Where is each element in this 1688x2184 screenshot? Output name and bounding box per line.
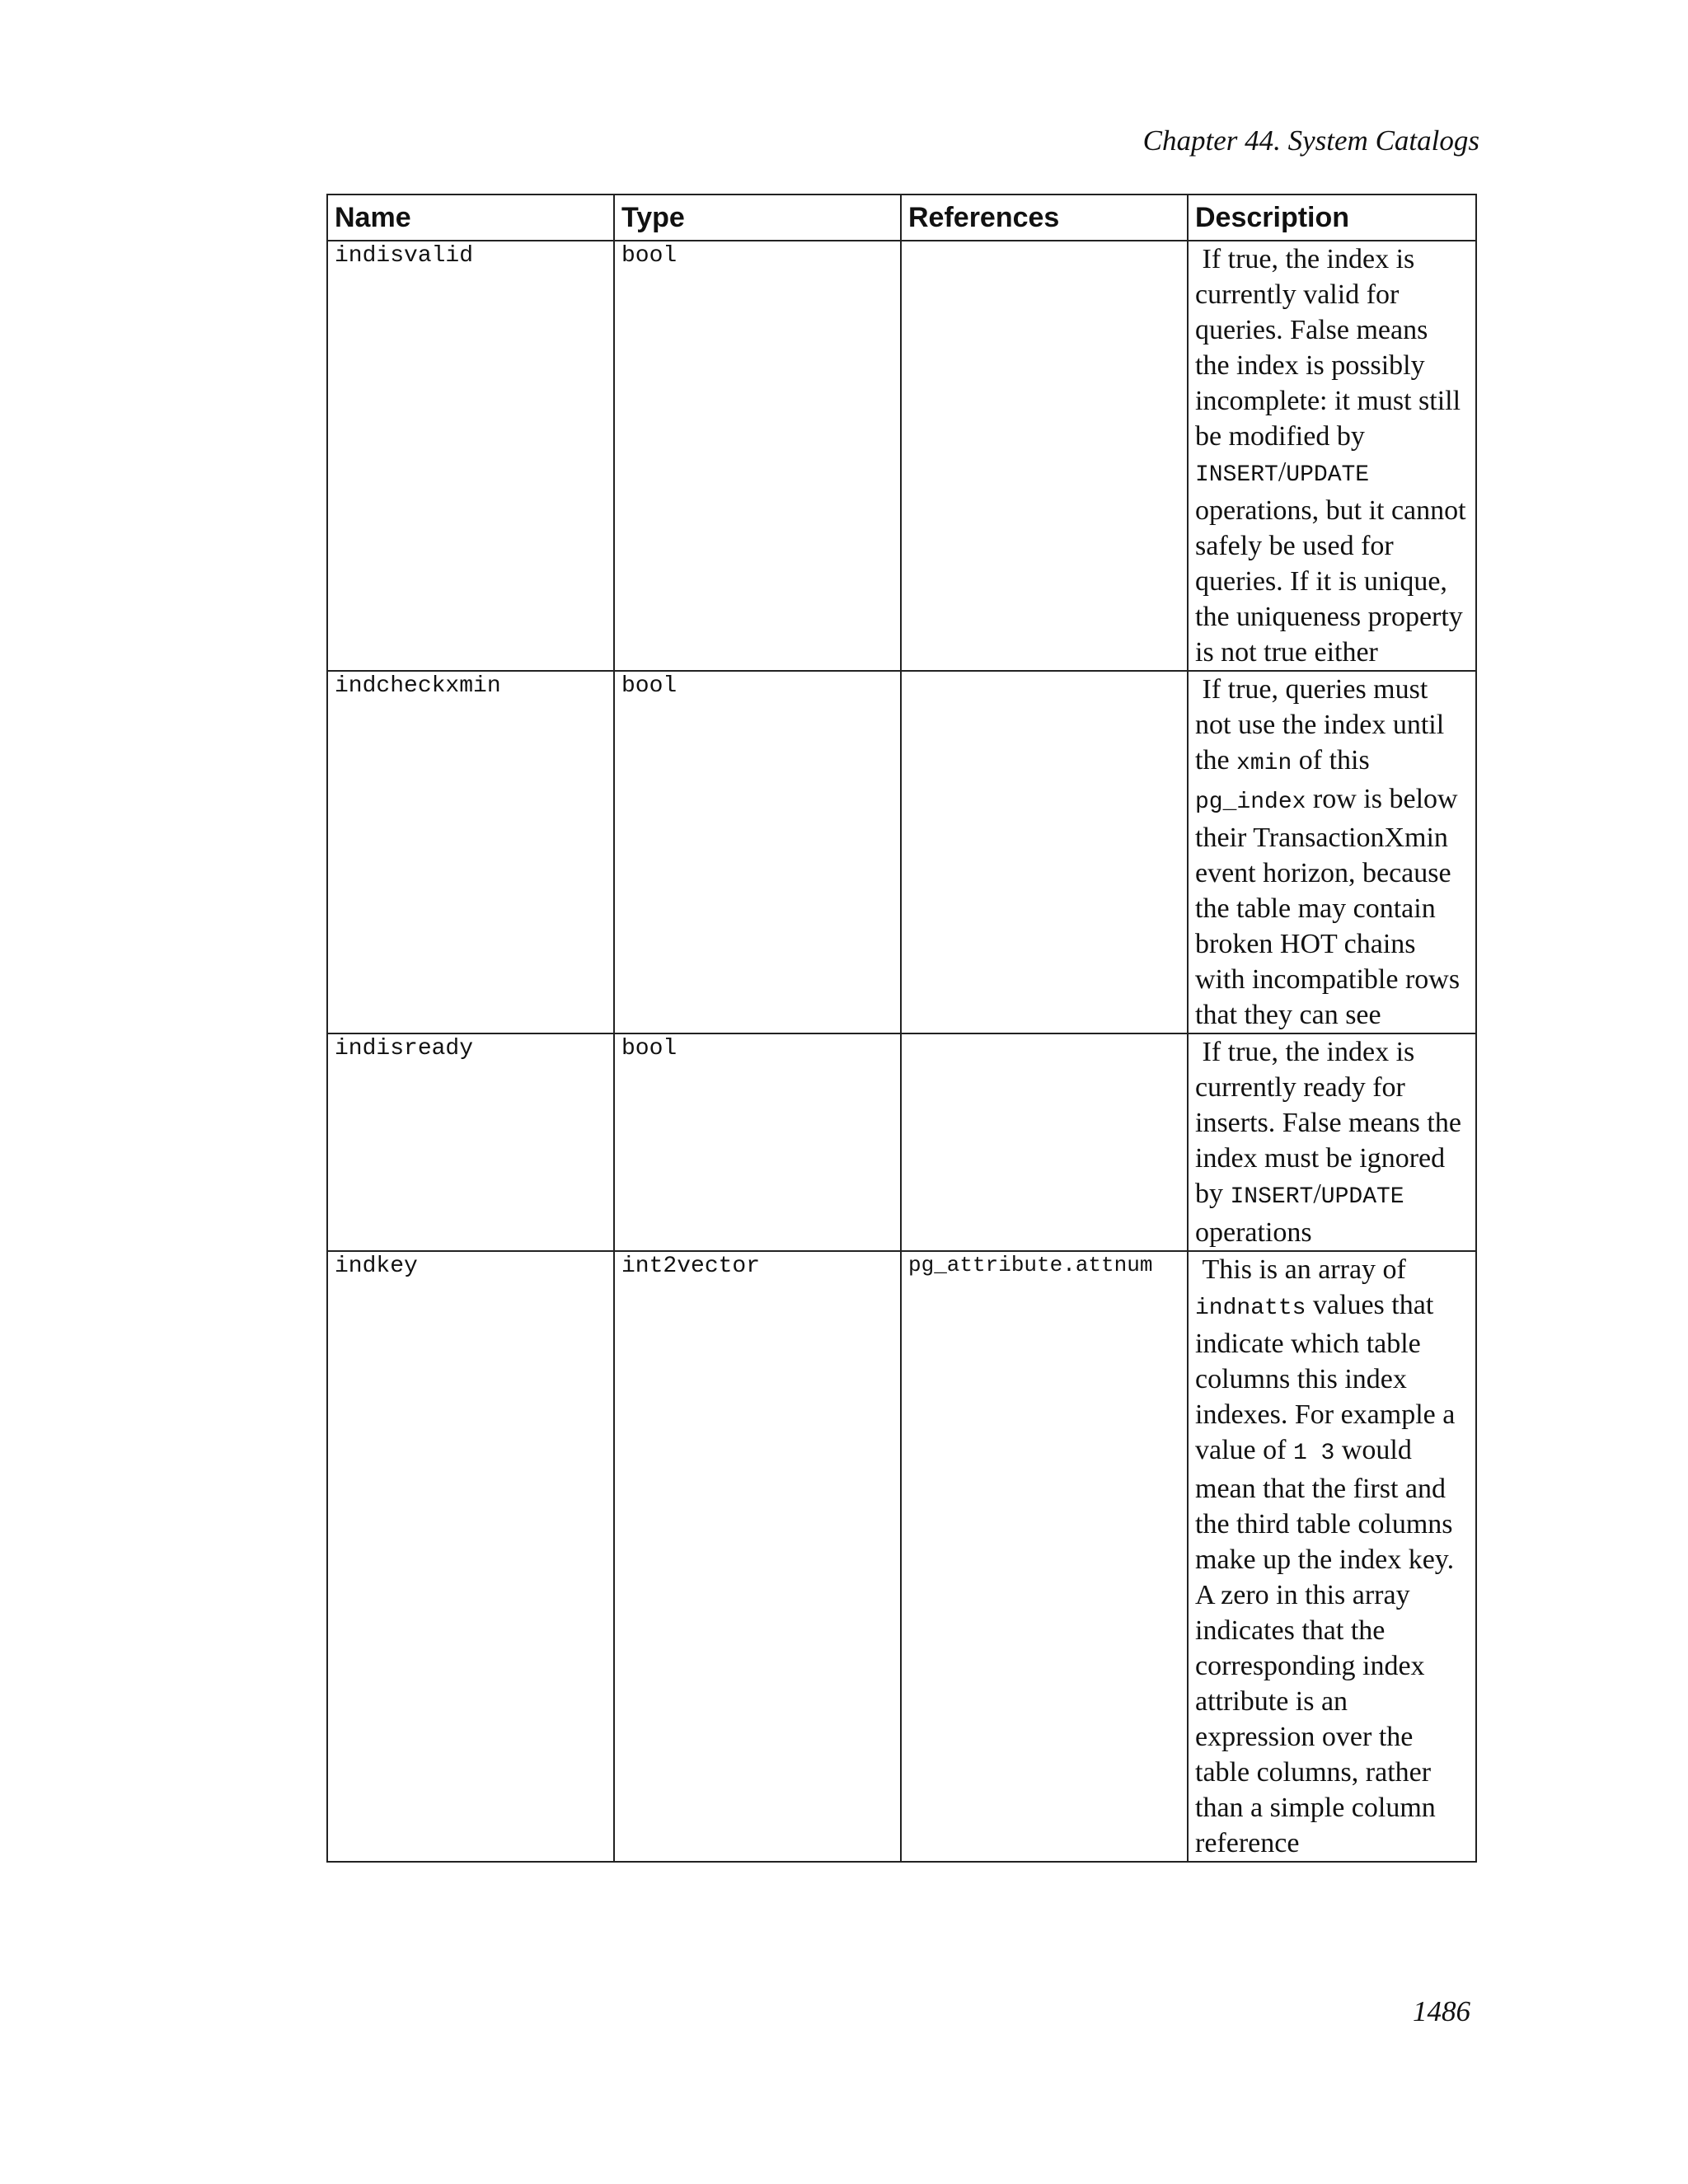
desc-code: UPDATE [1286,462,1370,488]
cell-references: pg_attribute.attnum [901,1251,1188,1862]
cell-name: indcheckxmin [327,671,614,1033]
column-header-type: Type [614,194,901,241]
desc-text: If true, the index is currently valid for queries. False means the index is possibly incomplete: it must still be modified by [1195,244,1461,452]
cell-name: indisready [327,1033,614,1251]
desc-text: operations [1195,1217,1312,1248]
cell-type: int2vector [614,1251,901,1862]
cell-name: indkey [327,1251,614,1862]
desc-text: of this [1292,745,1370,776]
desc-text: row is below their TransactionXmin event horizon, because the table may contain broken HOT chains with incompatible rows that they can see [1195,784,1461,1030]
cell-references [901,1033,1188,1251]
cell-references [901,241,1188,671]
table-header-row [327,194,1476,241]
desc-code: xmin [1236,751,1292,776]
desc-text: If true, queries must not use the index until the [1195,674,1445,776]
desc-code: INSERT [1230,1184,1314,1210]
cell-description [1188,671,1476,1033]
desc-code: UPDATE [1320,1184,1404,1210]
desc-code: indnatts [1195,1296,1306,1321]
desc-text: values that indicate which table columns this index indexes. For example a value of [1195,1290,1456,1465]
running-header: Chapter 44. System Catalogs [1142,124,1479,157]
cell-type: bool [614,671,901,1033]
desc-text: / [1278,457,1287,487]
cell-type: bool [614,241,901,671]
column-header-references: References [901,194,1188,241]
desc-code: 1 3 [1292,1441,1335,1466]
column-header-description: Description [1188,194,1476,241]
table-row [327,671,1476,1033]
cell-name: indisvalid [327,241,614,671]
cell-references [901,671,1188,1033]
desc-text: This is an array of [1202,1254,1406,1285]
desc-code: pg_index [1195,790,1306,815]
table-row [327,241,1476,671]
desc-text: If true, the index is currently ready for inserts. False means the index must be ignored by [1195,1037,1461,1209]
desc-text: would mean that the first and the third table columns make up the index key. A zero in this array indicates that the corresponding index attribute is an expression over the table columns, rather than a simple column reference [1195,1435,1455,1858]
desc-text: / [1313,1179,1321,1209]
desc-code: INSERT [1195,462,1278,488]
column-header-name: Name [327,194,614,241]
page-number: 1486 [1413,1995,1470,2027]
pg-index-columns-table [326,194,1477,1863]
desc-text: operations, but it cannot safely be used for queries. If it is unique, the uniqueness property is not true either [1195,495,1466,668]
cell-description [1188,1033,1476,1251]
cell-description [1188,1251,1476,1862]
cell-description [1188,241,1476,671]
table-row [327,1033,1476,1251]
cell-type: bool [614,1033,901,1251]
table-row [327,1251,1476,1862]
